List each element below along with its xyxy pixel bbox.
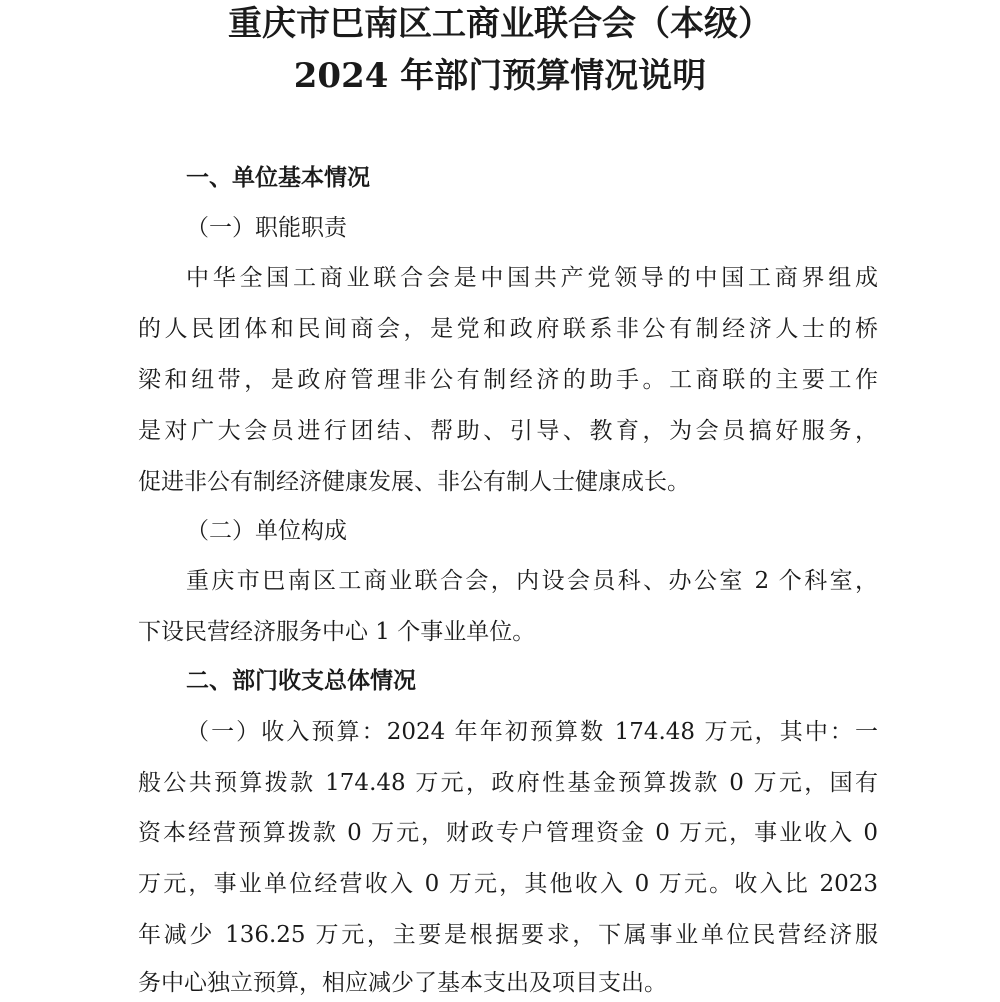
paragraph-line: 下设民营经济服务中心 1 个事业单位。	[138, 619, 536, 645]
paragraph-line: 务中心独立预算，相应减少了基本支出及项目支出。	[138, 970, 667, 996]
section-heading-revenue-expenditure: 二、部门收支总体情况	[186, 668, 416, 694]
paragraph-line: （一）收入预算：2024 年年初预算数 174.48 万元，其中：一	[186, 719, 878, 745]
paragraph-line: 中华全国工商业联合会是中国共产党领导的中国工商界组成	[186, 265, 878, 291]
paragraph-line: 梁和纽带，是政府管理非公有制经济的助手。工商联的主要工作	[138, 367, 878, 393]
paragraph-line: 的人民团体和民间商会，是党和政府联系非公有制经济人士的桥	[138, 316, 878, 342]
paragraph-line: 重庆市巴南区工商业联合会，内设会员科、办公室 2 个科室，	[186, 568, 878, 594]
paragraph-line: 是对广大会员进行团结、帮助、引导、教育，为会员搞好服务，	[138, 418, 878, 444]
paragraph-line: 资本经营预算拨款 0 万元，财政专户管理资金 0 万元，事业收入 0	[138, 820, 878, 846]
section-heading-unit-basic-info: 一、单位基本情况	[186, 165, 370, 191]
subsection-heading-functions: （一）职能职责	[186, 215, 347, 241]
paragraph-line: 年减少 136.25 万元，主要是根据要求，下属事业单位民营经济服	[138, 922, 878, 948]
paragraph-line: 般公共预算拨款 174.48 万元，政府性基金预算拨款 0 万元，国有	[138, 770, 878, 796]
paragraph-line: 万元，事业单位经营收入 0 万元，其他收入 0 万元。收入比 2023	[138, 871, 878, 897]
document-title-line1: 重庆市巴南区工商业联合会（本级）	[228, 4, 772, 44]
subsection-heading-unit-composition: （二）单位构成	[186, 518, 347, 544]
paragraph-line: 促进非公有制经济健康发展、非公有制人士健康成长。	[138, 469, 690, 495]
document-title-line2: 2024 年部门预算情况说明	[293, 56, 707, 96]
